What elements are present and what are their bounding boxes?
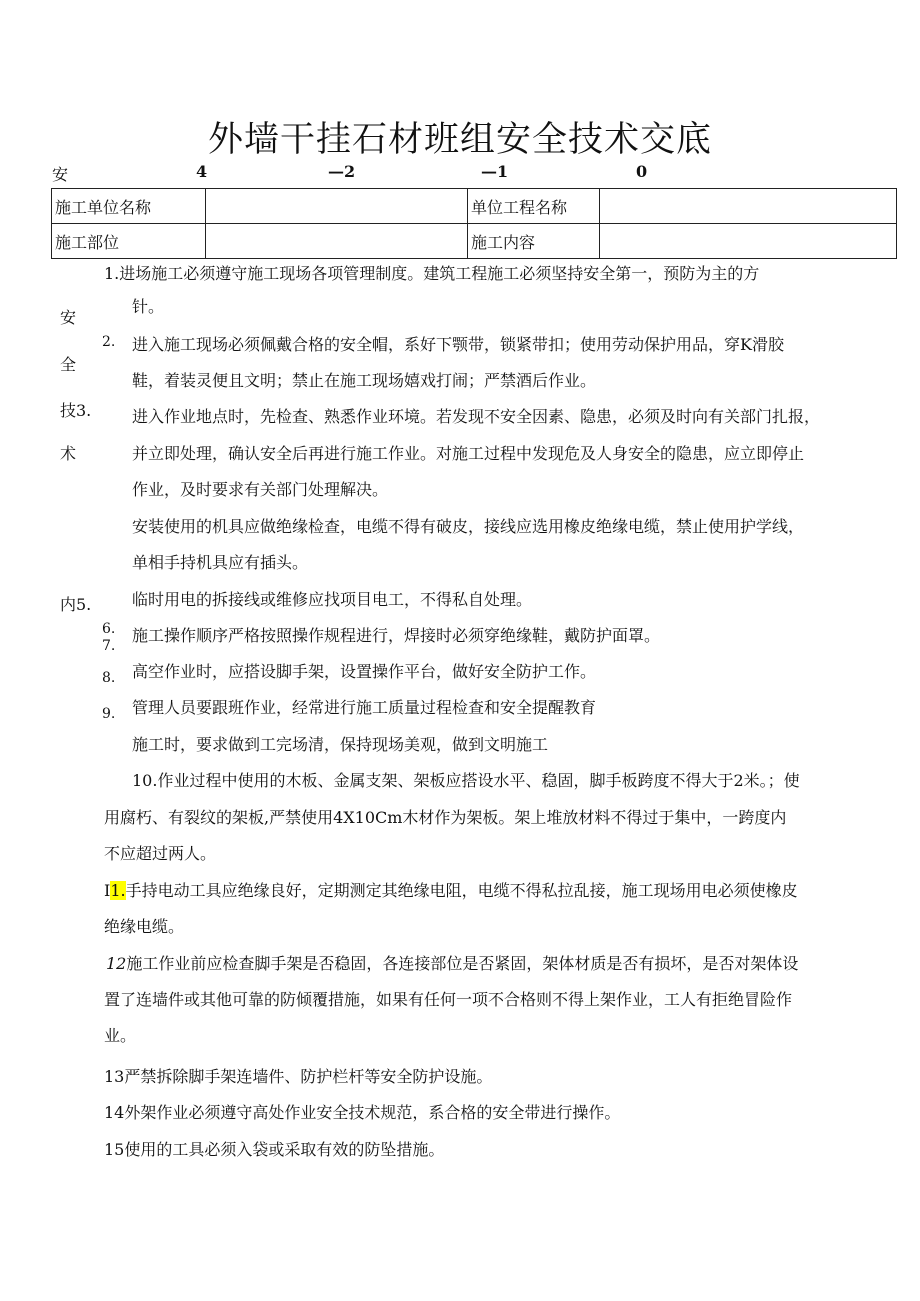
side-label: 术 <box>60 444 77 463</box>
text-line: 安装使用的机具应做绝缘检查，电缆不得有破皮，接线应选用橡皮绝缘电缆，禁止使用护学线， <box>132 517 805 536</box>
document-title: 外墙干挂石材班组安全技术交底 <box>207 120 712 160</box>
text-line: 临时用电的拆接线或维修应找项目电工，不得私自处理。 <box>132 590 533 609</box>
meta-number: 4 <box>196 162 208 181</box>
meta-number: —1 <box>481 162 509 181</box>
meta-label: 安 <box>52 165 69 184</box>
side-label: 全 <box>60 355 77 374</box>
text-line: 15使用的工具必须入袋或采取有效的防坠措施。 <box>104 1140 445 1159</box>
text-line: 绝缘电缆。 <box>104 917 185 936</box>
side-label: 内5. <box>60 595 92 614</box>
text-line: 施工时，要求做到工完场清，保持现场美观，做到文明施工 <box>132 735 549 754</box>
text-line: 不应超过两人。 <box>104 844 217 863</box>
item-12-line <box>106 951 798 974</box>
text-line: 施工作业前应检查脚手架是否稳固，各连接部位是否紧固，架体材质是否有损坏，是否对架体设 <box>126 954 799 973</box>
text-line: 业。 <box>104 1026 137 1045</box>
meta-number: 0 <box>636 162 648 181</box>
item-number: 8. <box>102 670 116 686</box>
project-label: 单位工程名称 <box>468 189 600 224</box>
item-number: 9. <box>102 706 116 722</box>
unit-label: 施工单位名称 <box>52 189 206 224</box>
text-line: 1.进场施工必须遵守施工现场各项管理制度。建筑工程施工必须坚持安全第一，预防为主的方 <box>104 264 760 283</box>
highlight-mark: 1. <box>110 881 126 900</box>
text-line: 高空作业时，应搭设脚手架，设置操作平台，做好安全防护工作。 <box>132 662 597 681</box>
item-11-prefix: I <box>104 881 111 900</box>
text-line: 进入施工现场必须佩戴合格的安全帽，系好下颚带，锁紧带扣；使用劳动保护用品，穿K滑胶 <box>132 335 784 354</box>
side-label: 技3. <box>60 401 92 420</box>
text-line: 置了连墙件或其他可靠的防倾覆措施，如果有任何一项不合格则不得上架作业，工人有拒绝冒险作 <box>104 990 793 1009</box>
text-line: 并立即处理，确认安全后再进行施工作业。对施工过程中发现危及人身安全的隐患，应立即停止 <box>132 444 805 463</box>
item-number: 6. <box>102 621 116 637</box>
part-label: 施工部位 <box>52 224 206 259</box>
item-number: 2. <box>102 334 116 350</box>
text-line: 10.作业过程中使用的木板、金属支架、架板应搭设水平、稳固，脚手板跨度不得大于2米。；使 <box>132 771 800 790</box>
text-line: 14外架作业必须遵守高处作业安全技术规范，系合格的安全带进行操作。 <box>104 1103 621 1122</box>
text-line: 针。 <box>132 297 165 316</box>
text-line: 手持电动工具应绝缘良好，定期测定其绝缘电阻，电缆不得私拉乱接，施工现场用电必须使橡皮 <box>125 881 798 900</box>
text-line: 施工操作顺序严格按照操作规程进行，焊接时必须穿绝缘鞋，戴防护面罩。 <box>132 626 661 645</box>
item-12-number: 12 <box>106 954 127 973</box>
content-value-field[interactable] <box>600 224 897 259</box>
text-line: 13严禁拆除脚手架连墙件、防护栏杆等安全防护设施。 <box>104 1067 493 1086</box>
text-line: 用腐朽、有裂纹的架板,严禁使用4X10Cm木材作为架板。架上堆放材料不得过于集中，一跨度内 <box>104 808 787 827</box>
unit-value-field[interactable] <box>206 189 468 224</box>
text-line: 作业，及时要求有关部门处理解决。 <box>132 480 389 499</box>
text-line: 进入作业地点时，先检查、熟悉作业环境。若发现不安全因素、隐患，必须及时向有关部门扎报， <box>132 407 821 426</box>
item-11-line <box>104 878 798 901</box>
text-line: 鞋，着装灵便且文明；禁止在施工现场嬉戏打闹；严禁酒后作业。 <box>132 371 597 390</box>
meta-number: —2 <box>328 162 356 181</box>
project-value-field[interactable] <box>600 189 897 224</box>
part-value-field[interactable] <box>206 224 468 259</box>
text-line: 管理人员要跟班作业，经常进行施工质量过程检查和安全提醒教育 <box>132 698 597 717</box>
side-label: 安 <box>60 308 77 327</box>
info-table <box>51 188 897 259</box>
item-number: 7. <box>102 638 116 654</box>
text-line: 单相手持机具应有插头。 <box>132 553 309 572</box>
content-label: 施工内容 <box>468 224 600 259</box>
